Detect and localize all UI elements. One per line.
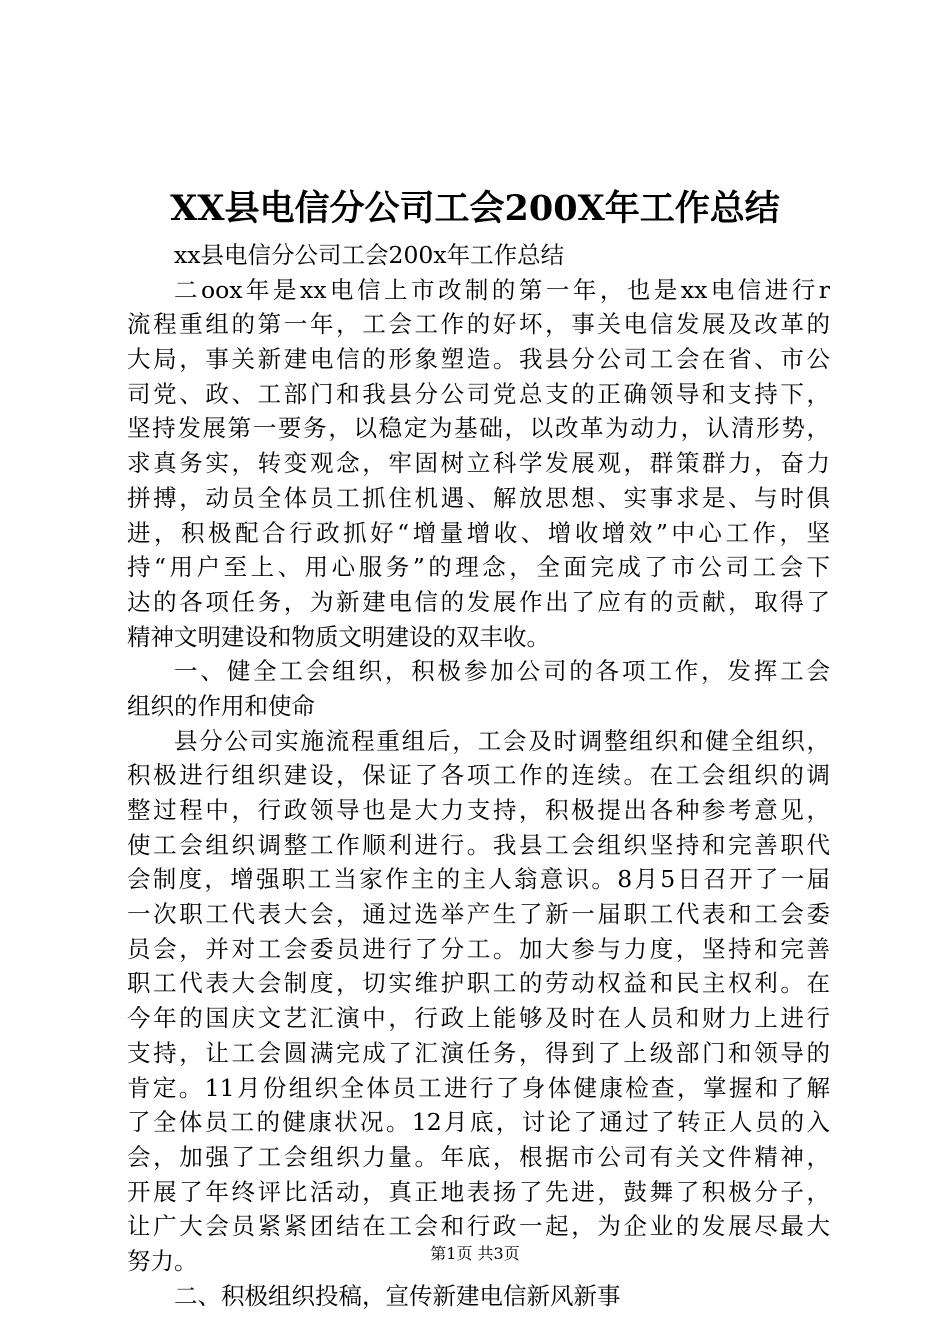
- document-title: XX县电信分公司工会200X年工作总结: [170, 188, 780, 229]
- text-line: 使工会组织调整工作顺利进行。我县工会组织坚持和完善职代: [127, 830, 830, 859]
- text-line: 二oox年是xx电信上市改制的第一年，也是xx电信进行r: [174, 275, 830, 304]
- text-line: 一次职工代表大会，通过选举产生了新一届职工代表和工会委: [127, 900, 830, 929]
- text-line: 大局，事关新建电信的形象塑造。我县分公司工会在省、市公: [127, 345, 830, 374]
- text-line: 达的各项任务，为新建电信的发展作出了应有的贡献，取得了: [127, 587, 830, 616]
- text-line: 开展了年终评比活动，真正地表扬了先进，鼓舞了积极分子，: [127, 1177, 830, 1206]
- text-line: 支持，让工会圆满完成了汇演任务，得到了上级部门和领导的: [127, 1038, 830, 1067]
- text-line: 员会，并对工会委员进行了分工。加大参与力度，坚持和完善: [127, 934, 830, 963]
- text-line: 会制度，增强职工当家作主的主人翁意识。8月5日召开了一届: [127, 865, 830, 894]
- text-line: 县分公司实施流程重组后，工会及时调整组织和健全组织，: [174, 726, 830, 755]
- text-line: 进，积极配合行政抓好“增量增收、增收增效”中心工作，坚: [127, 518, 830, 547]
- text-line: 让广大会员紧紧团结在工会和行政一起，为企业的发展尽最大: [127, 1212, 830, 1241]
- text-line: 二、积极组织投稿，宣传新建电信新风新事: [174, 1281, 621, 1310]
- text-line: 精神文明建设和物质文明建设的双丰收。: [127, 622, 550, 651]
- text-line: 肯定。11月份组织全体员工进行了身体健康检查，掌握和了解: [127, 1073, 830, 1102]
- text-line: 持“用户至上、用心服务”的理念，全面完成了市公司工会下: [127, 553, 830, 582]
- text-line: 求真务实，转变观念，牢固树立科学发展观，群策群力，奋力: [127, 449, 830, 478]
- text-line: 今年的国庆文艺汇演中，行政上能够及时在人员和财力上进行: [127, 1004, 830, 1033]
- text-line: 一、健全工会组织，积极参加公司的各项工作，发挥工会: [174, 657, 830, 686]
- text-line: 司党、政、工部门和我县分公司党总支的正确领导和支持下，: [127, 379, 830, 408]
- text-line: 积极进行组织建设，保证了各项工作的连续。在工会组织的调: [127, 761, 830, 790]
- page-footer: 第1页 共3页: [430, 1244, 520, 1263]
- text-line: 职工代表大会制度，切实维护职工的劳动权益和民主权利。在: [127, 969, 830, 998]
- text-line: 组织的作用和使命: [127, 691, 315, 720]
- text-line: 了全体员工的健康状况。12月底，讨论了通过了转正人员的入: [127, 1108, 830, 1137]
- document-body: [127, 238, 830, 1313]
- text-line: xx县电信分公司工会200x年工作总结: [174, 241, 565, 269]
- text-line: 整过程中，行政领导也是大力支持，积极提出各种参考意见，: [127, 796, 830, 824]
- text-line: 坚持发展第一要务，以稳定为基础，以改革为动力，认清形势，: [127, 414, 830, 443]
- text-line: 努力。: [127, 1246, 198, 1275]
- text-line: 会，加强了工会组织力量。年底，根据市公司有关文件精神，: [127, 1142, 830, 1171]
- text-line: 拼搏，动员全体员工抓住机遇、解放思想、实事求是、与时俱: [127, 483, 830, 512]
- text-line: 流程重组的第一年，工会工作的好坏，事关电信发展及改革的: [127, 310, 830, 339]
